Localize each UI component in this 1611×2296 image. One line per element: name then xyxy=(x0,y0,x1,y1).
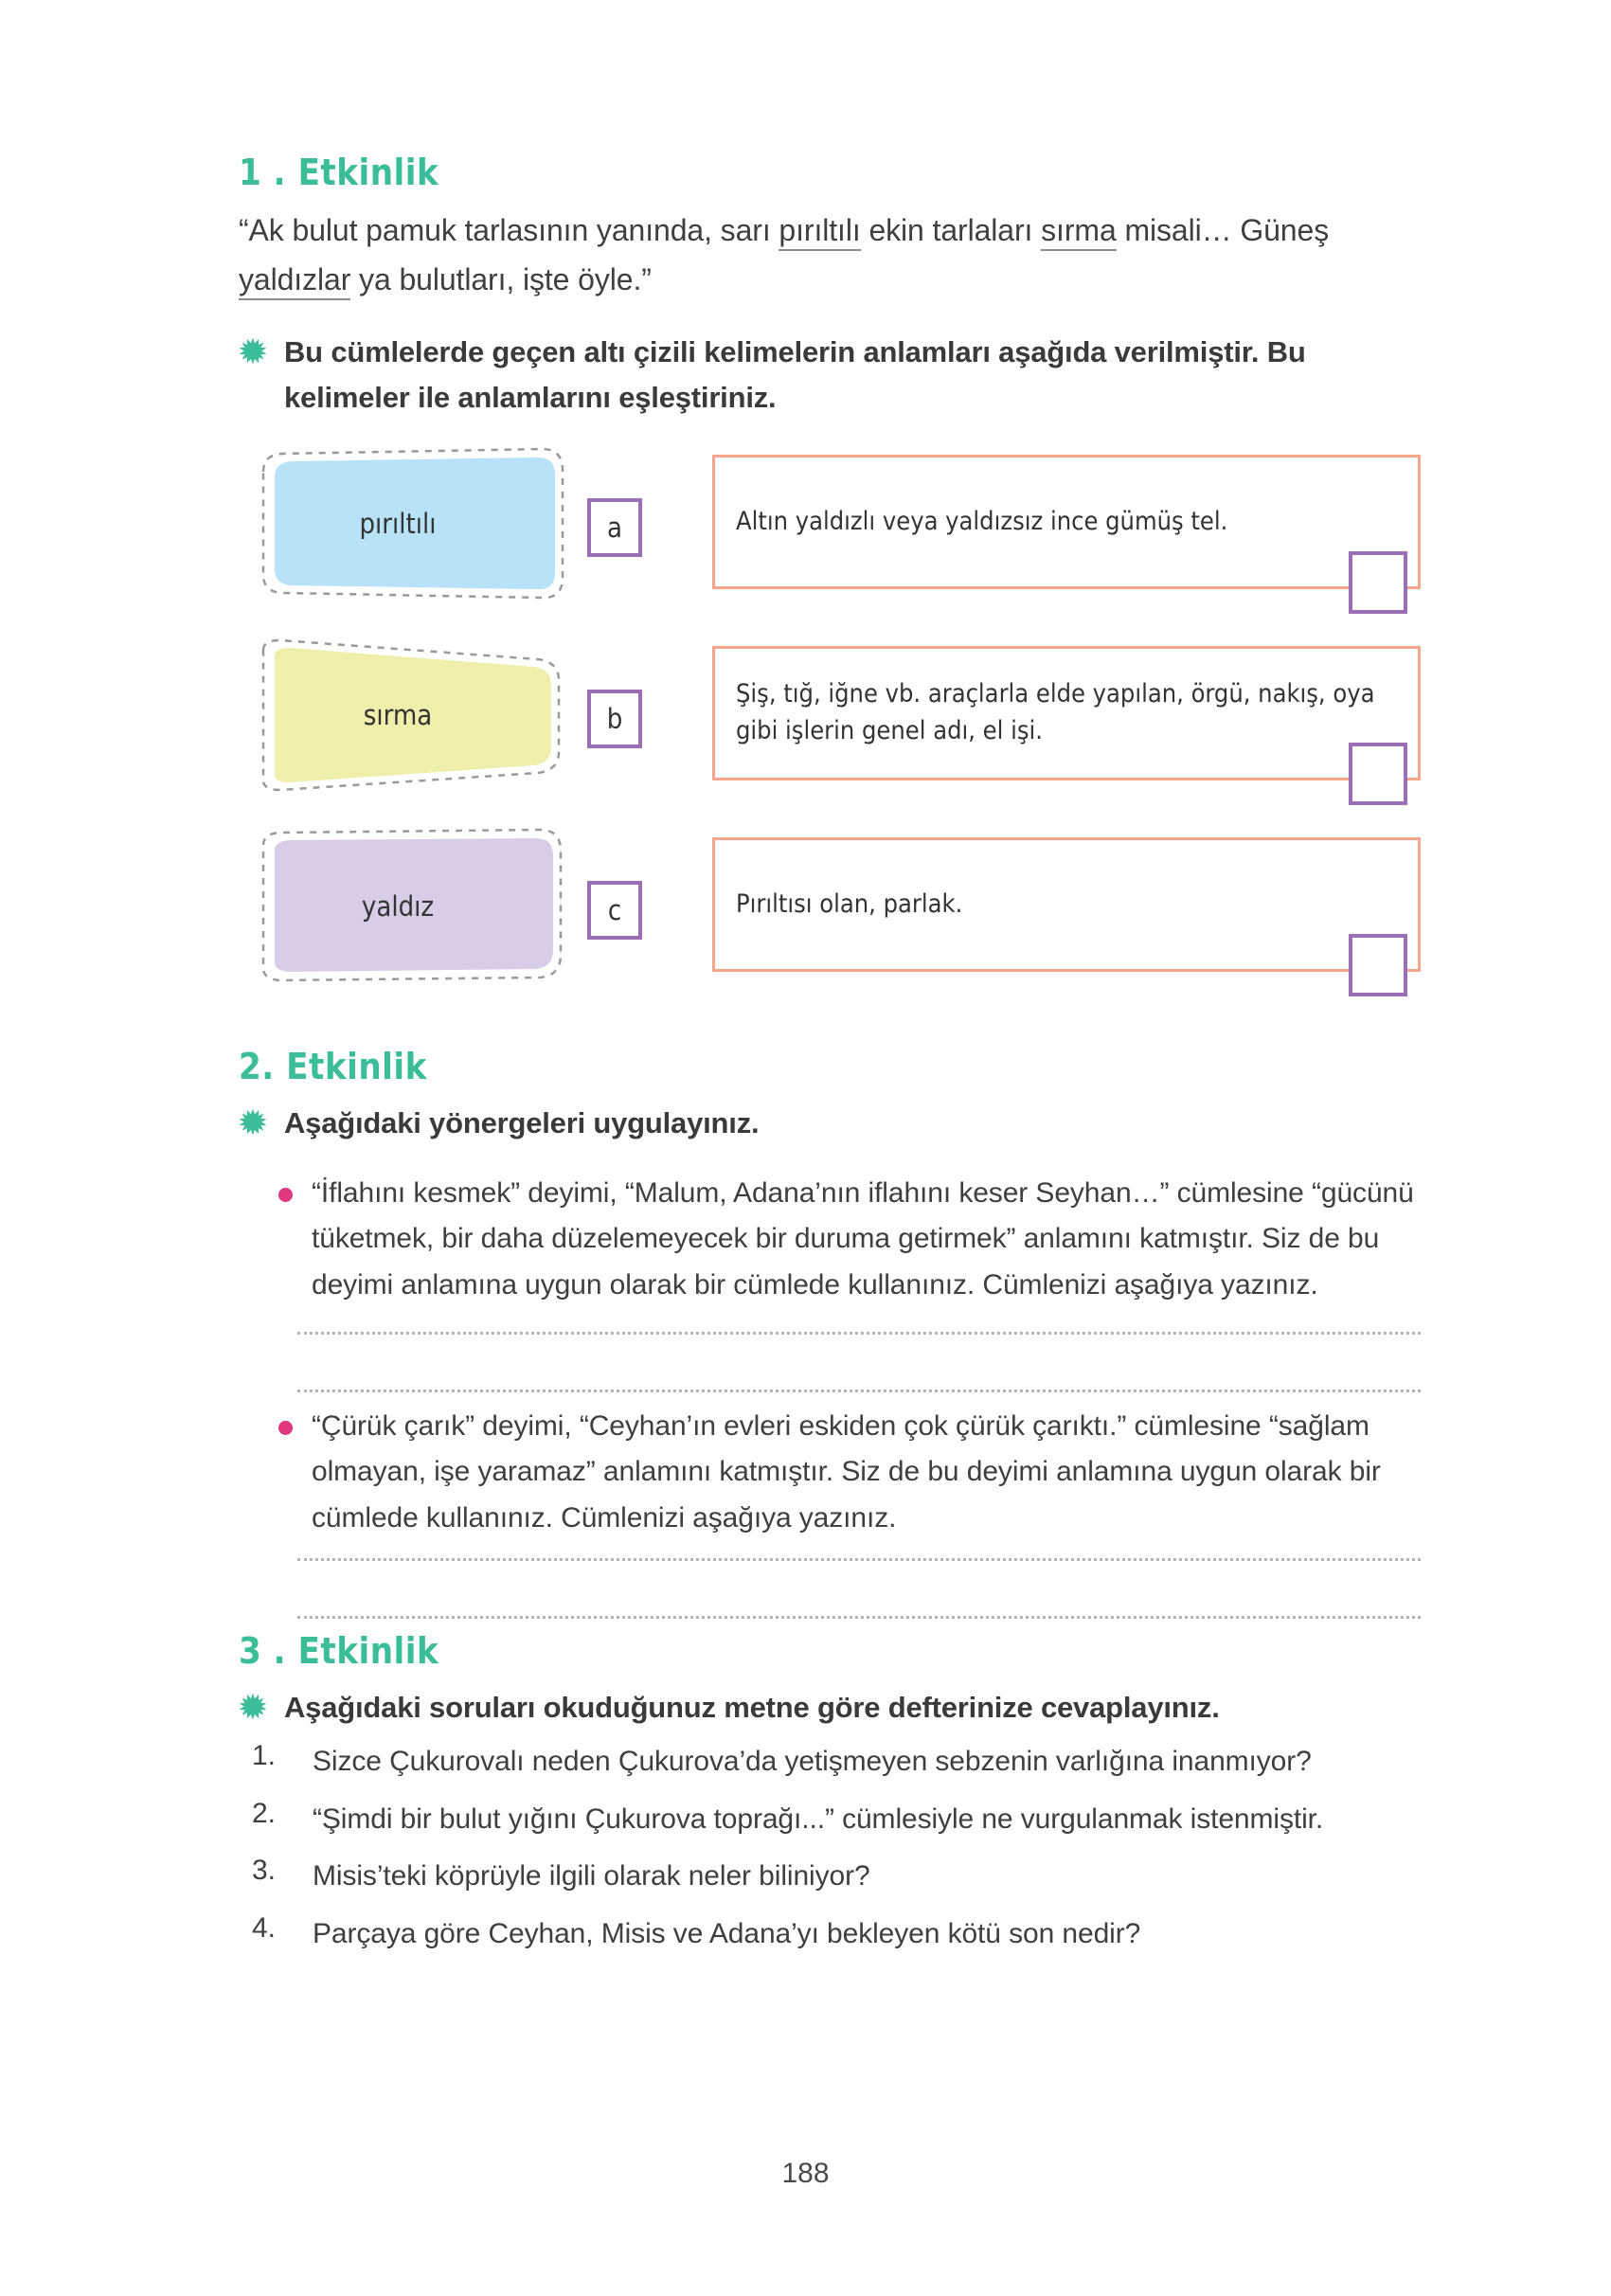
answer-input-box-2[interactable] xyxy=(1349,743,1407,805)
question-number: 3. xyxy=(252,1855,277,1887)
match-row xyxy=(239,445,1421,631)
word-shape-sirma[interactable] xyxy=(258,637,570,794)
activity-3-instruction-row xyxy=(239,1685,1421,1731)
answer-line[interactable] xyxy=(297,1616,1421,1619)
dot-bullet-icon xyxy=(278,1188,293,1202)
question-item xyxy=(252,1798,1421,1842)
question-number: 1. xyxy=(252,1740,277,1772)
word-label: yaldız xyxy=(361,889,435,923)
question-text: Sizce Çukurovalı neden Çukurova’da yetişmeyen sebzenin varlığına inanmıyor? xyxy=(313,1746,1312,1778)
activity-1-instruction-row xyxy=(239,330,1421,421)
question-number: 4. xyxy=(252,1911,277,1944)
answer-lines-group-1 xyxy=(297,1332,1421,1392)
activity-2-instruction-row xyxy=(239,1101,1421,1146)
bullet-text: “İflahını kesmek” deyimi, “Malum, Adana’nın iflahını keser Seyhan…” cümlesine “gücünü tüketmek, bir daha düzelemeyecek bir duruma getirmek” anlamını katmıştır. Siz de bu deyimi anlamına uygun olarak bir cümlede kullanınız. Cümlenizi aşağıya yazınız. xyxy=(312,1176,1414,1300)
question-text: Parçaya göre Ceyhan, Misis ve Adana’yı bekleyen kötü son nedir? xyxy=(313,1917,1141,1949)
match-letter-box-c: c xyxy=(587,881,642,940)
answer-input-box-1[interactable] xyxy=(1349,551,1407,614)
page-number: 188 xyxy=(781,2158,830,2189)
word-label: pırıltılı xyxy=(359,507,437,540)
definition-box xyxy=(712,837,1421,972)
activity-2-bullet-item xyxy=(278,1171,1421,1309)
quote-underlined-piriltili: pırıltılı xyxy=(779,213,860,251)
answer-line[interactable] xyxy=(297,1558,1421,1561)
match-letter-box-b: b xyxy=(587,690,642,748)
page-content xyxy=(239,152,1421,1969)
activity-2-heading: 2. Etkinlik xyxy=(239,1045,427,1087)
bullet-text: “Çürük çarık” deyimi, “Ceyhan’ın evleri eskiden çok çürük çarıktı.” cümlesine “sağlam olmayan, işe yaramaz” anlamını katmıştır. Siz de bu deyimi anlamına uygun olarak bir cümlede kullanınız. Cümlenizi aşağıya yazınız. xyxy=(312,1409,1381,1534)
definition-box xyxy=(712,455,1421,589)
activity-2-instruction-text: Aşağıdaki yönergeleri uygulayınız. xyxy=(284,1105,760,1139)
match-row xyxy=(239,637,1421,822)
star-burst-icon xyxy=(239,337,267,366)
question-text: Misis’teki köprüyle ilgili olarak neler biliniyor? xyxy=(313,1860,870,1892)
activity-1-section xyxy=(239,152,1421,1013)
activity-3-instruction-text: Aşağıdaki soruları okuduğunuz metne göre defterinize cevaplayınız. xyxy=(284,1691,1220,1725)
activity-2-section xyxy=(239,1046,1421,1620)
question-item xyxy=(252,1740,1421,1785)
star-burst-icon xyxy=(239,1693,267,1721)
question-number: 2. xyxy=(252,1797,277,1829)
activity-3-heading: 3 . Etkinlik xyxy=(239,1630,439,1673)
activity-1-quote xyxy=(239,206,1421,305)
answer-line[interactable] xyxy=(297,1332,1421,1335)
question-text: “Şimdi bir bulut yığını Çukurova toprağı...” cümlesiyle ne vurgulanmak istenmiştir. xyxy=(313,1803,1324,1835)
quote-segment-3: misali… Güneş xyxy=(1116,213,1330,247)
matching-exercise xyxy=(239,445,1421,1013)
quote-segment-2: ekin tarlaları xyxy=(860,213,1042,247)
star-burst-icon xyxy=(239,1108,267,1137)
definition-text: Pırıltısı olan, parlak. xyxy=(736,888,963,919)
quote-segment-4: ya bulutları, işte öyle.” xyxy=(350,261,652,296)
quote-underlined-yaldizlar: yaldızlar xyxy=(239,262,350,300)
activity-1-heading: 1 . Etkinlik xyxy=(239,152,439,193)
match-letter-box-a: a xyxy=(587,498,642,557)
match-row xyxy=(239,828,1421,1013)
question-item xyxy=(252,1912,1421,1957)
quote-segment-1: “Ak bulut pamuk tarlasının yanında, sarı xyxy=(239,213,779,247)
quote-underlined-sirma: sırma xyxy=(1041,213,1117,251)
definition-text: Altın yaldızlı veya yaldızsız ince gümüş tel. xyxy=(736,506,1228,536)
activity-3-section xyxy=(239,1630,1421,1956)
answer-line[interactable] xyxy=(297,1390,1421,1392)
activity-3-question-list xyxy=(239,1740,1421,1956)
answer-input-box-3[interactable] xyxy=(1349,934,1407,996)
word-shape-piriltili[interactable] xyxy=(258,445,570,602)
definition-box xyxy=(712,646,1421,780)
word-label: sırma xyxy=(363,698,433,731)
activity-1-instruction-text: Bu cümlelerde geçen altı çizili kelimelerin anlamları aşağıda verilmiştir. Bu kelimeler ile anlamlarını eşleştiriniz. xyxy=(284,334,1306,414)
answer-lines-group-2 xyxy=(297,1558,1421,1619)
activity-2-bullet-item xyxy=(278,1404,1421,1542)
definition-text: Şiş, tığ, iğne vb. araçlarla elde yapılan, örgü, nakış, oya gibi işlerin genel adı, el işi. xyxy=(736,679,1375,745)
question-item xyxy=(252,1855,1421,1899)
word-shape-yaldiz[interactable] xyxy=(258,828,570,985)
dot-bullet-icon xyxy=(278,1421,293,1435)
